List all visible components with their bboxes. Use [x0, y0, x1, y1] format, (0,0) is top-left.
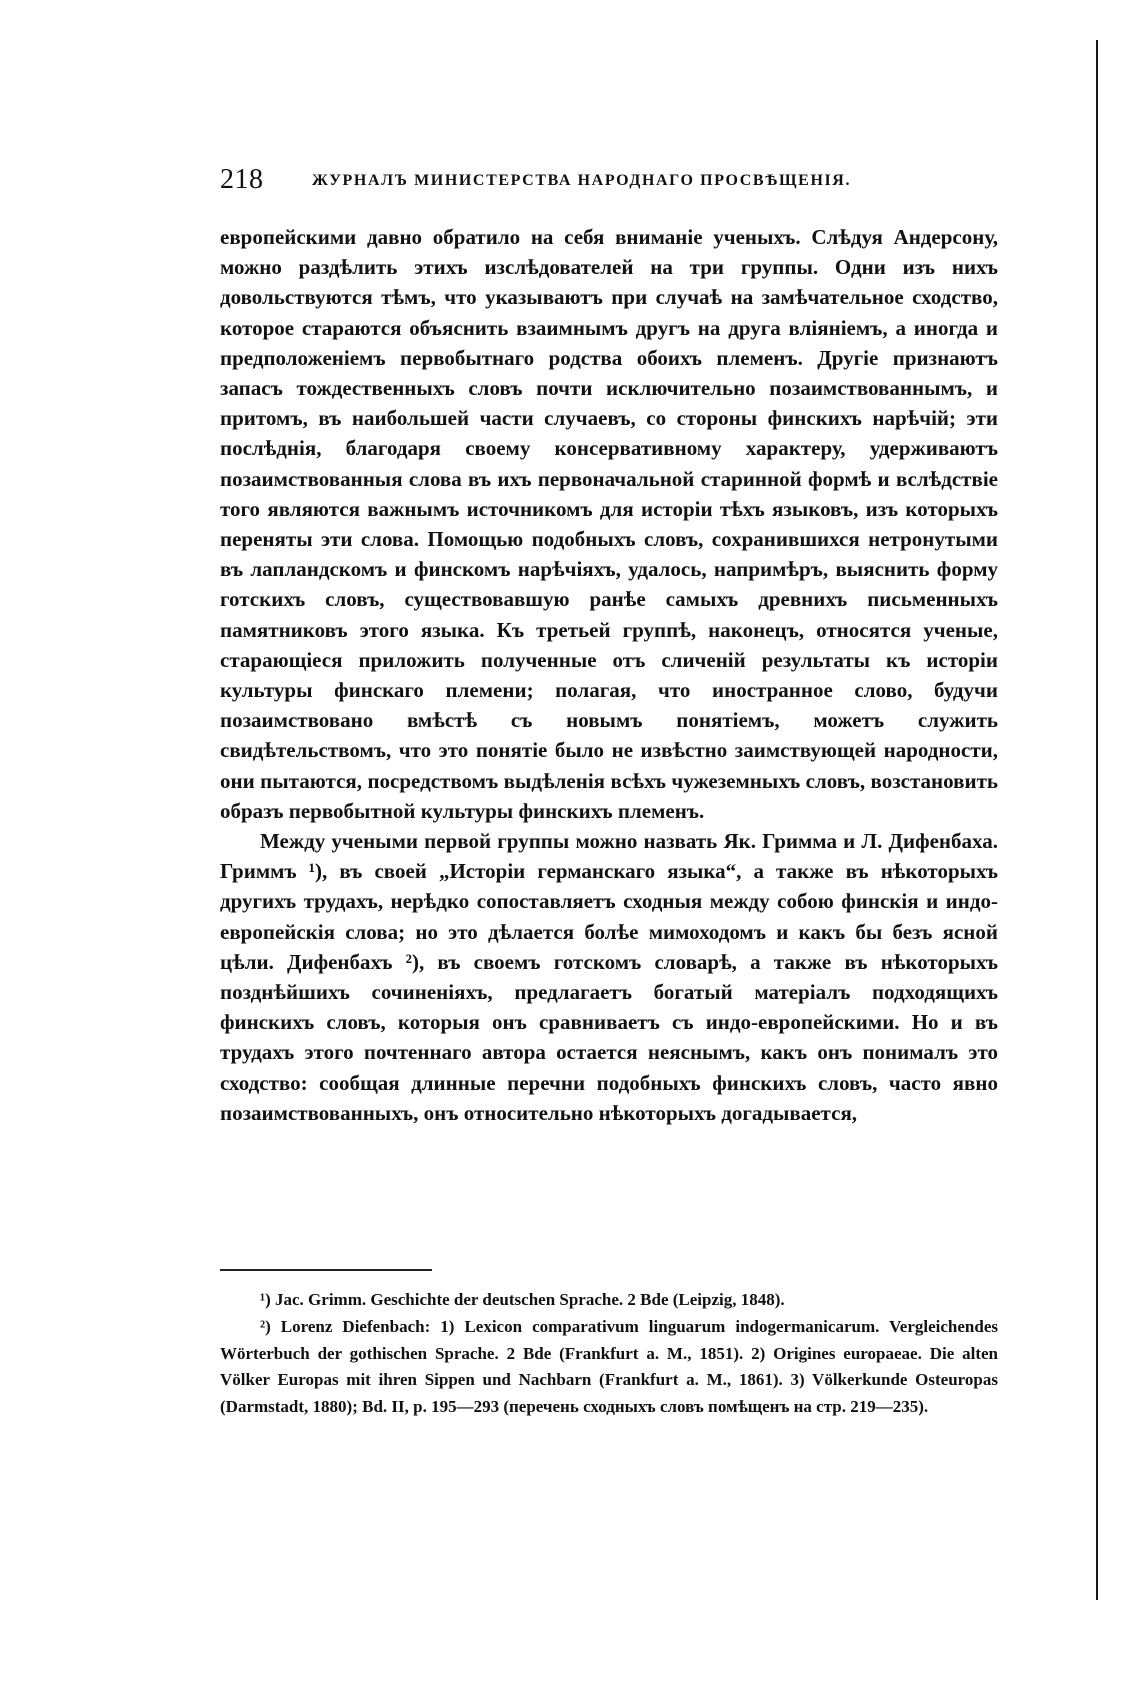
footnotes: [220, 1287, 998, 1421]
body-text: [220, 222, 998, 1128]
page-number: 218: [220, 164, 264, 195]
footnote-2: ²) Lorenz Diefenbach: 1) Lexicon comparativum linguarum indogermanicarum. Vergleichendes Wörterbuch der gothischen Sprache. 2 Bde (Frankfurt a. M., 1851). 2) Origines europaeae. Die alten Völker Europas mit ihren Sippen und Nachbarn (Frankfurt a. M., 1861). 3) Völkerkunde Osteuropas (Darmstadt, 1880); Bd. II, p. 195—293 (перечень сходныхъ словъ помѣщенъ на стр. 219—235).: [220, 1316, 998, 1417]
footnote-divider: [220, 1269, 432, 1271]
journal-title: ЖУРНАЛЪ МИНИСТЕРСТВА НАРОДНАГО ПРОСВѢЩЕНІЯ.: [312, 172, 852, 189]
footnote-1: ¹) Jac. Grimm. Geschichte der deutschen Sprache. 2 Bde (Leipzig, 1848).: [260, 1290, 785, 1309]
running-head: [220, 164, 998, 198]
paragraph-1: европейскими давно обратило на себя вниманіе ученыхъ. Слѣдуя Андерсону, можно раздѣлить этихъ изслѣдователей на три группы. Одни изъ нихъ довольствуются тѣмъ, что указываютъ при случаѣ на замѣчательное сходство, которое стараются объяснить взаимнымъ другъ на друга вліяніемъ, а иногда и предположеніемъ первобытнаго родства обоихъ племенъ. Другіе признаютъ запасъ тождественныхъ словъ почти исключительно позаимствованнымъ, и притомъ, въ наибольшей части случаевъ, со стороны финскихъ нарѣчій; эти послѣднія, благодаря своему консервативному характеру, удерживаютъ позаимствованныя слова въ ихъ первоначальной старинной формѣ и вслѣдствіе того являются важнымъ источникомъ для исторіи тѣхъ языковъ, изъ которыхъ переняты эти слова. Помощью подобныхъ словъ, сохранившихся нетронутыми въ лапландскомъ и финскомъ нарѣчіяхъ, удалось, напримѣръ, выяснить форму готскихъ словъ, существовавшую ранѣе самыхъ древнихъ письменныхъ памятниковъ этого языка. Къ третьей группѣ, наконецъ, относятся ученые, старающіеся приложить полученные отъ сличеній результаты къ исторіи культуры финскаго племени; полагая, что иностранное слово, будучи позаимствовано вмѣстѣ съ новымъ понятіемъ, можетъ служить свидѣтельствомъ, что это понятіе было не извѣстно заимствующей народности, они пытаются, посредствомъ выдѣленія всѣхъ чужеземныхъ словъ, возстановить образъ первобытной культуры финскихъ племенъ.: [220, 225, 998, 823]
scan-edge-line: [1096, 40, 1098, 1600]
paragraph-2: Между учеными первой группы можно назвать Як. Гримма и Л. Дифенбаха. Гриммъ ¹), въ своей „Исторіи германскаго языка“, а также въ нѣкоторыхъ другихъ трудахъ, нерѣдко сопоставляетъ сходныя между собою финскія и индо-европейскія слова; но это дѣлается болѣе мимоходомъ и какъ бы безъ ясной цѣли. Дифенбахъ ²), въ своемъ готскомъ словарѣ, а также въ нѣкоторыхъ позднѣйшихъ сочиненіяхъ, предлагаетъ богатый матеріалъ подходящихъ финскихъ словъ, которыя онъ сравниваетъ съ индо-европейскими. Но и въ трудахъ этого почтеннаго автора остается неяснымъ, какъ онъ понималъ это сходство: сообщая длинные перечни подобныхъ финскихъ словъ, часто явно позаимствованныхъ, онъ относительно нѣкоторыхъ догадывается,: [220, 829, 998, 1125]
